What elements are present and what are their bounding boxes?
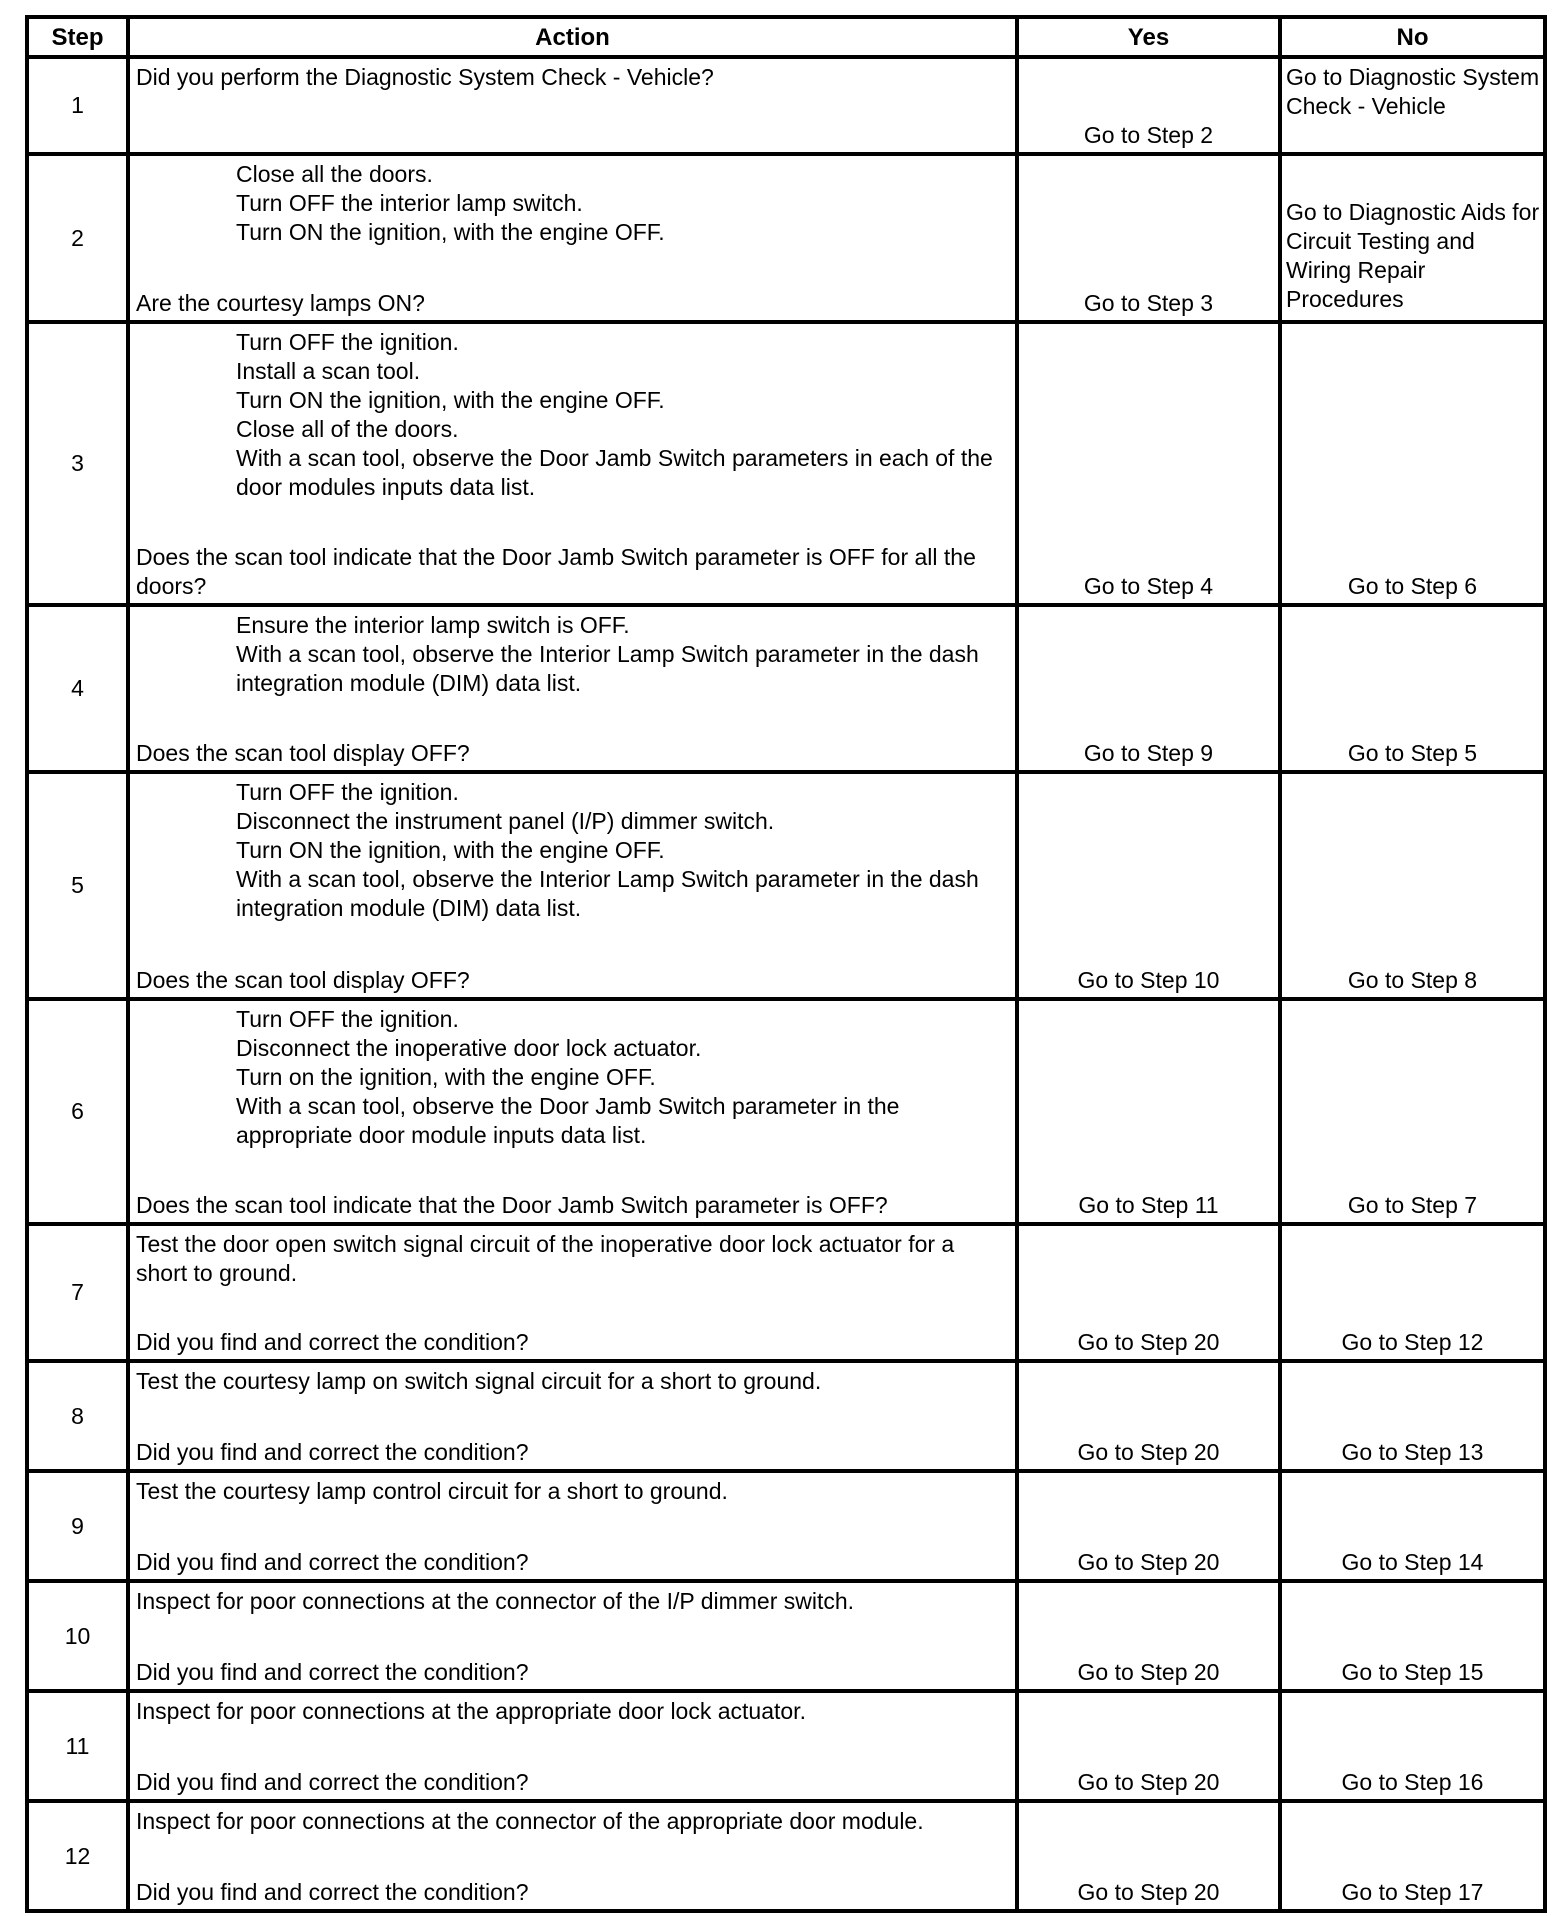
action-cell — [128, 1471, 1017, 1581]
step-number: 10 — [27, 1581, 128, 1691]
step-number: 7 — [27, 1224, 128, 1361]
yes-outcome: Go to Step 20 — [1017, 1361, 1280, 1471]
action-cell — [128, 322, 1017, 605]
question-text: Did you find and correct the condition? — [136, 1659, 529, 1685]
instruction-text: Test the courtesy lamp control circuit for a short to ground. — [136, 1478, 728, 1504]
no-outcome-text: Go to Step 6 — [1347, 573, 1478, 599]
step-number: 2 — [27, 154, 128, 322]
action-cell — [128, 1581, 1017, 1691]
no-outcome-text: Go to Step 7 — [1347, 1192, 1478, 1218]
no-outcome — [1280, 772, 1545, 999]
substep: Disconnect the inoperative door lock actuator. — [236, 1035, 702, 1061]
substep: Turn OFF the ignition. — [236, 329, 459, 355]
action-cell — [128, 999, 1017, 1224]
no-outcome — [1280, 1471, 1545, 1581]
substep-list — [136, 611, 1011, 698]
table-row — [27, 1471, 1545, 1581]
no-outcome — [1280, 57, 1545, 154]
table-body — [27, 57, 1545, 1911]
yes-outcome: Go to Step 2 — [1017, 57, 1280, 154]
action-cell — [128, 605, 1017, 772]
action-cell — [128, 57, 1017, 154]
no-outcome — [1280, 999, 1545, 1224]
question-text: Did you find and correct the condition? — [136, 1439, 529, 1465]
substep: Disconnect the instrument panel (I/P) dimmer switch. — [236, 808, 775, 834]
instruction-text: Inspect for poor connections at the connector of the I/P dimmer switch. — [136, 1588, 855, 1614]
yes-outcome: Go to Step 20 — [1017, 1581, 1280, 1691]
no-outcome-text: Go to Step 16 — [1341, 1769, 1484, 1795]
header-row — [27, 17, 1545, 57]
no-outcome — [1280, 1361, 1545, 1471]
substep: With a scan tool, observe the Interior Lamp Switch parameter in the dash integration module (DIM) data list. — [236, 641, 979, 696]
no-outcome-text: Go to Diagnostic Aids for Circuit Testing and Wiring Repair Procedures — [1286, 199, 1540, 312]
substep: With a scan tool, observe the Door Jamb Switch parameter in the appropriate door module inputs data list. — [236, 1093, 900, 1148]
no-outcome-text: Go to Diagnostic System Check - Vehicle — [1286, 64, 1540, 119]
substep: Turn OFF the interior lamp switch. — [236, 190, 583, 216]
step-number: 11 — [27, 1691, 128, 1801]
no-outcome-text: Go to Step 5 — [1347, 740, 1478, 766]
step-number: 5 — [27, 772, 128, 999]
no-outcome-text: Go to Step 12 — [1341, 1329, 1484, 1355]
yes-outcome: Go to Step 20 — [1017, 1691, 1280, 1801]
header-action: Action — [128, 17, 1017, 57]
substep: Turn ON the ignition, with the engine OFF. — [236, 837, 665, 863]
yes-outcome: Go to Step 11 — [1017, 999, 1280, 1224]
action-cell — [128, 1801, 1017, 1911]
table-row — [27, 57, 1545, 154]
header-yes: Yes — [1017, 17, 1280, 57]
step-number: 6 — [27, 999, 128, 1224]
table-row — [27, 772, 1545, 999]
question-text: Does the scan tool indicate that the Door Jamb Switch parameter is OFF for all the doors? — [136, 544, 976, 599]
instruction-text: Test the courtesy lamp on switch signal circuit for a short to ground. — [136, 1368, 822, 1394]
no-outcome — [1280, 1691, 1545, 1801]
substep: Turn ON the ignition, with the engine OFF. — [236, 387, 665, 413]
step-number: 8 — [27, 1361, 128, 1471]
table-row — [27, 322, 1545, 605]
substep: Close all of the doors. — [236, 416, 459, 442]
action-cell — [128, 1224, 1017, 1361]
step-number: 3 — [27, 322, 128, 605]
no-outcome-text: Go to Step 17 — [1341, 1879, 1484, 1905]
header-step: Step — [27, 17, 128, 57]
question-text: Did you find and correct the condition? — [136, 1549, 529, 1575]
no-outcome-text: Go to Step 8 — [1347, 967, 1478, 993]
action-cell — [128, 1361, 1017, 1471]
substep: With a scan tool, observe the Door Jamb Switch parameters in each of the door modules inputs data list. — [236, 445, 993, 500]
substep-list — [136, 328, 1011, 502]
yes-outcome: Go to Step 20 — [1017, 1471, 1280, 1581]
instruction-text: Test the door open switch signal circuit of the inoperative door lock actuator for a short to ground. — [136, 1231, 955, 1286]
question-text: Did you perform the Diagnostic System Check - Vehicle? — [136, 64, 714, 90]
action-cell — [128, 154, 1017, 322]
question-text: Are the courtesy lamps ON? — [136, 290, 425, 316]
no-outcome — [1280, 605, 1545, 772]
step-number: 9 — [27, 1471, 128, 1581]
step-number: 1 — [27, 57, 128, 154]
yes-outcome: Go to Step 9 — [1017, 605, 1280, 772]
action-cell — [128, 1691, 1017, 1801]
step-number: 12 — [27, 1801, 128, 1911]
table-row — [27, 1361, 1545, 1471]
table-row — [27, 1801, 1545, 1911]
table-row — [27, 1224, 1545, 1361]
table-row — [27, 1691, 1545, 1801]
substep: With a scan tool, observe the Interior Lamp Switch parameter in the dash integration module (DIM) data list. — [236, 866, 979, 921]
question-text: Did you find and correct the condition? — [136, 1329, 529, 1355]
header-no: No — [1280, 17, 1545, 57]
table-row — [27, 605, 1545, 772]
substep: Install a scan tool. — [236, 358, 421, 384]
instruction-text: Inspect for poor connections at the connector of the appropriate door module. — [136, 1808, 924, 1834]
substep-list — [136, 778, 1011, 923]
substep: Close all the doors. — [236, 161, 433, 187]
substep: Ensure the interior lamp switch is OFF. — [236, 612, 630, 638]
substep: Turn on the ignition, with the engine OFF. — [236, 1064, 656, 1090]
no-outcome-text: Go to Step 14 — [1341, 1549, 1484, 1575]
table-row — [27, 1581, 1545, 1691]
yes-outcome: Go to Step 3 — [1017, 154, 1280, 322]
substep: Turn ON the ignition, with the engine OFF. — [236, 219, 665, 245]
question-text: Does the scan tool indicate that the Door Jamb Switch parameter is OFF? — [136, 1192, 888, 1218]
substep: Turn OFF the ignition. — [236, 779, 459, 805]
no-outcome — [1280, 1224, 1545, 1361]
substep-list — [136, 160, 1011, 247]
substep-list — [136, 1005, 1011, 1150]
no-outcome — [1280, 154, 1545, 322]
question-text: Does the scan tool display OFF? — [136, 740, 470, 766]
question-text: Does the scan tool display OFF? — [136, 967, 470, 993]
step-number: 4 — [27, 605, 128, 772]
no-outcome — [1280, 1581, 1545, 1691]
yes-outcome: Go to Step 10 — [1017, 772, 1280, 999]
question-text: Did you find and correct the condition? — [136, 1769, 529, 1795]
table-row — [27, 154, 1545, 322]
no-outcome-text: Go to Step 15 — [1341, 1659, 1484, 1685]
table-row — [27, 999, 1545, 1224]
action-cell — [128, 772, 1017, 999]
no-outcome — [1280, 322, 1545, 605]
yes-outcome: Go to Step 4 — [1017, 322, 1280, 605]
instruction-text: Inspect for poor connections at the appropriate door lock actuator. — [136, 1698, 806, 1724]
no-outcome-text: Go to Step 13 — [1341, 1439, 1484, 1465]
yes-outcome: Go to Step 20 — [1017, 1801, 1280, 1911]
substep: Turn OFF the ignition. — [236, 1006, 459, 1032]
question-text: Did you find and correct the condition? — [136, 1879, 529, 1905]
diagnostic-table — [25, 15, 1547, 1913]
yes-outcome: Go to Step 20 — [1017, 1224, 1280, 1361]
no-outcome — [1280, 1801, 1545, 1911]
